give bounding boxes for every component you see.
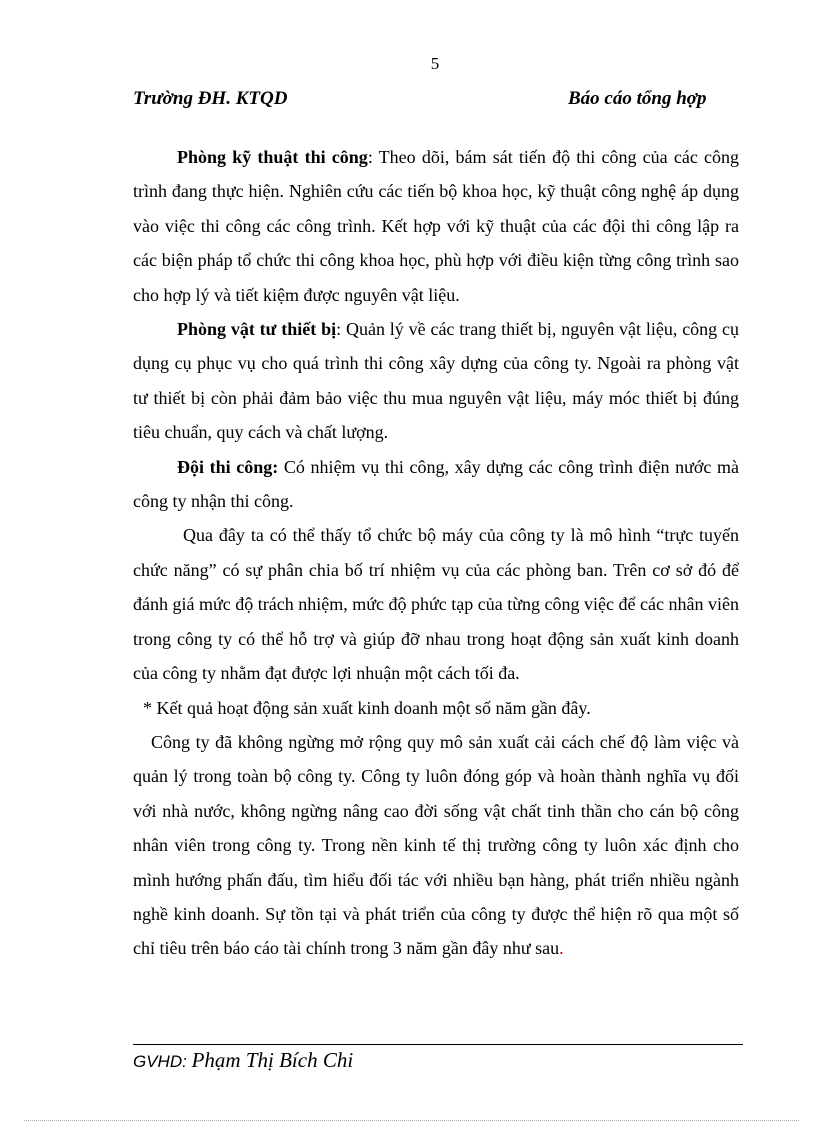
paragraph-org-structure <box>133 518 739 690</box>
page-number: 5 <box>430 54 440 73</box>
page-bottom-edge <box>24 1120 799 1121</box>
document-body <box>133 140 739 966</box>
paragraph-text: * Kết quả hoạt động sản xuất kinh doanh một số năm gần đây. <box>143 697 591 718</box>
paragraph-text: : Quản lý về các trang thiết bị, nguyên vật liệu, công cụ dụng cụ phục vụ cho quá trình thi công xây dựng của công ty. Ngoài ra phòng vật tư thiết bị còn phải đảm bảo việc thu mua nguyên vật liệu, máy móc thiết bị đúng tiêu chuẩn, quy cách và chất lượng. <box>133 319 739 443</box>
paragraph-text: Công ty đã không ngừng mở rộng quy mô sản xuất cải cách chế độ làm việc và quản lý trong toàn bộ công ty. Công ty luôn đóng góp và hoàn thành nghĩa vụ đối với nhà nước, không ngừng nâng cao đời sống vật chất tinh thần cho cán bộ công nhân viên trong công ty. Trong nền kinh tế thị trường công ty luôn xác định cho mình hướng phấn đấu, tìm hiểu đối tác với nhiều bạn hàng, phát triển nhiều ngành nghề kinh doanh. Sự tồn tại và phát triển của công ty được thể hiện rõ qua một số chỉ tiêu trên báo cáo tài chính trong 3 năm gần đây như sau <box>133 731 739 959</box>
footer-divider <box>133 1044 743 1045</box>
footer-supervisor <box>133 1048 353 1073</box>
header-report-title: Báo cáo tổng hợp <box>568 88 707 109</box>
footer-supervisor-name: Phạm Thị Bích Chi <box>191 1048 354 1072</box>
paragraph-construction-team <box>133 450 739 519</box>
paragraph-text: Qua đây ta có thể thấy tổ chức bộ máy của công ty là mô hình “trực tuyến chức năng” có sự phân chia bố trí nhiệm vụ của các phòng ban. Trên cơ sở đó để đánh giá mức độ trách nhiệm, mức độ phức tạp của từng công việc để các nhân viên trong công ty có thể hỗ trợ và giúp đỡ nhau trong hoạt động sản xuất kinh doanh của công ty nhằm đạt được lợi nhuận một cách tối đa. <box>133 525 739 684</box>
paragraph-end-mark: . <box>559 938 564 959</box>
paragraph-technical-dept <box>133 140 739 312</box>
paragraph-company-growth <box>133 725 739 966</box>
header-school: Trường ĐH. KTQD <box>133 88 288 109</box>
paragraph-heading: Phòng kỹ thuật thi công <box>177 147 368 167</box>
paragraph-supplies-dept <box>133 312 739 450</box>
paragraph-text: Có nhiệm vụ thi công, xây dựng các công trình điện nước mà công ty nhận thi công. <box>133 456 739 512</box>
paragraph-heading: Phòng vật tư thiết bị <box>177 319 337 340</box>
paragraph-results-heading <box>133 691 739 725</box>
paragraph-text: : Theo dõi, bám sát tiến độ thi công của các công trình đang thực hiện. Nghiên cứu các tiến bộ khoa học, kỹ thuật công nghệ áp dụng vào việc thi công các công trình. Kết hợp với kỹ thuật của các đội thi công lập ra các biện pháp tổ chức thi công khoa học, phù hợp với điều kiện từng công trình sao cho hợp lý và tiết kiệm được nguyên vật liệu. <box>133 147 739 305</box>
paragraph-heading: Đội thi công: <box>177 456 279 477</box>
footer-label: GVHD: <box>133 1052 187 1071</box>
